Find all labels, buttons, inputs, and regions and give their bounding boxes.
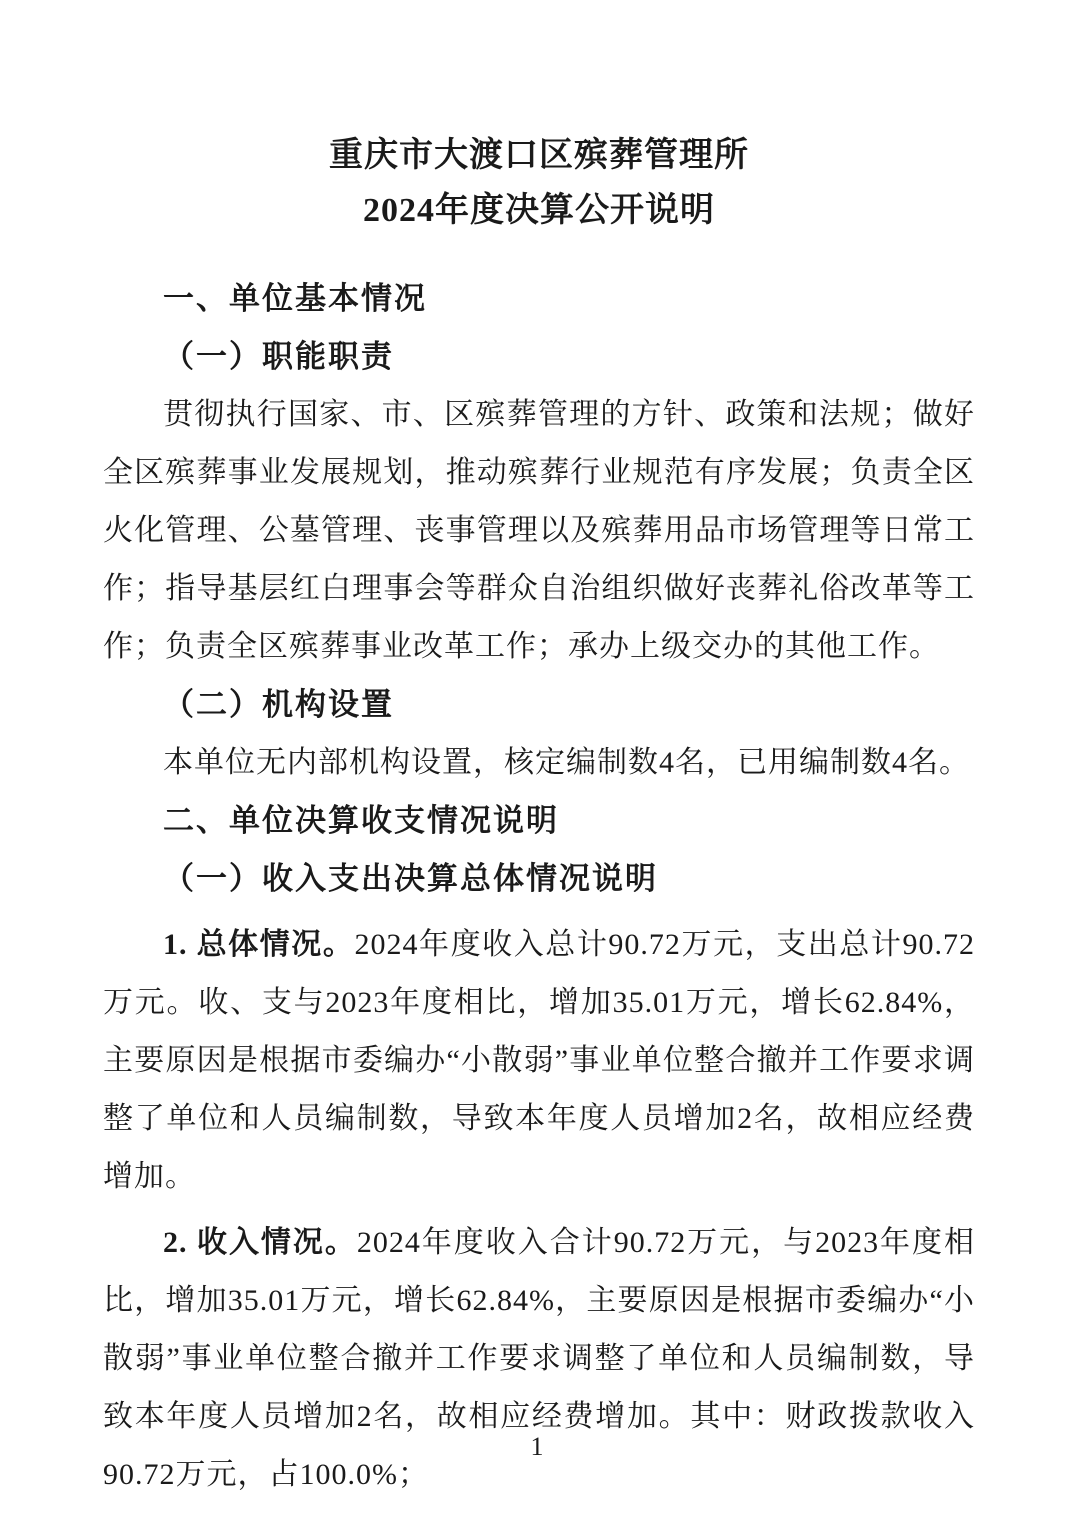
subheading-income-expenditure-overview: （一）收入支出决算总体情况说明 bbox=[163, 861, 658, 896]
subheading-organization: （二）机构设置 bbox=[163, 687, 394, 722]
paragraph-overall-situation bbox=[103, 916, 975, 1206]
document-title-line2: 2024年度决算公开说明 bbox=[363, 192, 715, 229]
subheading-duties: （一）职能职责 bbox=[163, 339, 394, 374]
document-content bbox=[103, 128, 975, 1504]
paragraph-duties: 贯彻执行国家、市、区殡葬管理的方针、政策和法规；做好全区殡葬事业发展规划，推动殡葬行业规范有序发展；负责全区火化管理、公墓管理、丧事管理以及殡葬用品市场管理等日常工作；指导基层红白理事会等群众自治组织做好丧葬礼俗改革等工作；负责全区殡葬事业改革工作；承办上级交办的其他工作。 bbox=[103, 398, 975, 663]
paragraph-overall-text: 2024年度收入总计90.72万元，支出总计90.72万元。收、支与2023年度相比，增加35.01万元，增长62.84%，主要原因是根据市委编办“小散弱”事业单位整合撤并工作要求调整了单位和人员编制数，导致本年度人员增加2名，故相应经费增加。 bbox=[103, 928, 976, 1193]
heading-unit-basic-info: 一、单位基本情况 bbox=[163, 281, 427, 316]
paragraph-income-lead: 2. 收入情况。 bbox=[163, 1226, 357, 1259]
paragraph-income-text: 2024年度收入合计90.72万元，与2023年度相比，增加35.01万元，增长62.84%，主要原因是根据市委编办“小散弱”事业单位整合撤并工作要求调整了单位和人员编制数，导致本年度人员增加2名，故相应经费增加。其中：财政拨款收入90.72万元，占100.0%； bbox=[103, 1226, 976, 1491]
paragraph-organization: 本单位无内部机构设置，核定编制数4名，已用编制数4名。 bbox=[163, 746, 970, 779]
document-title-line1: 重庆市大渡口区殡葬管理所 bbox=[329, 137, 749, 174]
heading-budget-statement: 二、单位决算收支情况说明 bbox=[163, 803, 559, 838]
page-number: 1 bbox=[530, 1432, 544, 1461]
paragraph-overall-lead: 1. 总体情况。 bbox=[163, 928, 355, 961]
document-title bbox=[103, 128, 975, 238]
